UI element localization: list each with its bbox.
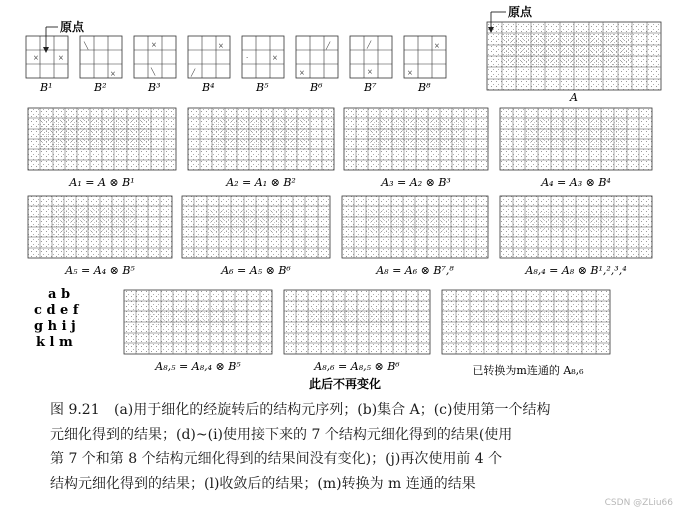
svg-text:╲: ╲ xyxy=(151,68,156,76)
caption-text-1: (a)用于细化的经旋转后的结构元序列；(b)集合 A；(c)使用第一个结构 xyxy=(114,402,551,418)
structuring-element-b5 xyxy=(242,36,284,94)
svg-text:×: × xyxy=(110,70,116,78)
label-b4: B⁴ xyxy=(202,81,215,94)
structuring-element-b4 xyxy=(188,36,230,94)
caption-line-2: 元细化得到的结果；(d)~(i)使用接下来的 7 个结构元细化得到的结果(使用 xyxy=(50,426,513,443)
label-a1: A₁ = A ⊗ B¹ xyxy=(69,176,135,189)
grid-a8 xyxy=(342,196,488,277)
label-a85: A₈,₅ = A₈,₄ ⊗ B⁵ xyxy=(155,360,241,373)
letters-row-1: a b xyxy=(48,287,71,302)
svg-text:×: × xyxy=(367,68,373,76)
svg-text:╲: ╲ xyxy=(84,42,89,50)
label-b1: B¹ xyxy=(40,81,53,94)
label-a6: A₆ = A₅ ⊗ B⁶ xyxy=(221,264,291,277)
svg-text:×: × xyxy=(434,42,440,50)
structuring-element-b7 xyxy=(350,36,392,94)
svg-text:╱: ╱ xyxy=(191,69,196,77)
origin-label-left: 原点 xyxy=(60,20,85,34)
grid-a85 xyxy=(124,290,272,373)
label-m-connected: 已转换为m连通的 A₈,₆ xyxy=(472,364,584,377)
origin-label-right: 原点 xyxy=(508,5,533,19)
label-a5: A₅ = A₄ ⊗ B⁵ xyxy=(65,264,135,277)
label-a: A xyxy=(570,91,578,104)
svg-text:×: × xyxy=(151,41,157,49)
label-a8: A₈ = A₆ ⊗ B⁷,⁸ xyxy=(376,264,454,277)
letters-row-2: c d e f xyxy=(34,303,79,318)
label-b5: B⁵ xyxy=(256,81,269,94)
grid-a3 xyxy=(344,108,488,189)
structuring-element-b1 xyxy=(26,36,68,94)
figure-number: 图 9.21 xyxy=(50,402,100,418)
label-a2: A₂ = A₁ ⊗ B² xyxy=(226,176,296,189)
grid-a84 xyxy=(500,196,652,277)
grid-a86-m-connected xyxy=(442,290,610,377)
grid-a6 xyxy=(182,196,330,277)
result-row-2 xyxy=(28,196,652,277)
svg-text:×: × xyxy=(218,42,224,50)
label-b6: B⁶ xyxy=(310,81,323,94)
svg-text:×: × xyxy=(272,54,278,62)
svg-text:×: × xyxy=(299,69,305,77)
svg-text:×: × xyxy=(407,69,413,77)
label-no-change: 此后不再变化 xyxy=(308,377,382,391)
neighbor-letter-legend xyxy=(34,287,80,350)
label-b2: B² xyxy=(94,81,107,94)
svg-text:×: × xyxy=(33,54,39,62)
svg-text:╱: ╱ xyxy=(367,41,372,49)
grid-a1 xyxy=(28,108,176,189)
svg-text:×: × xyxy=(58,54,64,62)
label-a84: A₈,₄ = A₈ ⊗ B¹,²,³,⁴ xyxy=(525,264,627,277)
label-b3: B³ xyxy=(148,81,161,94)
letters-row-3: g h i j xyxy=(34,319,76,334)
grid-a2 xyxy=(188,108,334,189)
figure-caption xyxy=(50,398,650,496)
structuring-element-b2 xyxy=(80,36,122,94)
label-b8: B⁸ xyxy=(418,81,431,94)
svg-text:·: · xyxy=(246,54,249,62)
grid-a86 xyxy=(284,290,430,373)
label-a86: A₈,₆ = A₈,₅ ⊗ B⁶ xyxy=(314,360,400,373)
result-row-3 xyxy=(124,290,610,391)
label-b7: B⁷ xyxy=(364,81,377,94)
letters-row-4: k l m xyxy=(36,335,73,350)
result-row-1 xyxy=(28,108,652,189)
grid-a4 xyxy=(500,108,652,189)
set-a xyxy=(487,4,661,104)
structuring-element-b3 xyxy=(134,36,176,94)
caption-line-1 xyxy=(50,398,650,423)
svg-text:╱: ╱ xyxy=(326,42,331,50)
grid-a5 xyxy=(28,196,172,277)
caption-line-4: 结构元细化得到的结果；(l)收敛后的结果；(m)转换为 m 连通的结果 xyxy=(50,475,476,492)
caption-line-3: 第 7 个和第 8 个结构元细化得到的结果间没有变化)；(j)再次使用前 4 个 xyxy=(50,451,503,467)
structuring-element-b8 xyxy=(404,36,446,94)
structuring-element-b6 xyxy=(296,36,338,94)
structuring-elements xyxy=(26,19,446,94)
label-a3: A₃ = A₂ ⊗ B³ xyxy=(381,176,451,189)
watermark: CSDN @ZLiu66 xyxy=(604,498,673,508)
label-a4: A₄ = A₃ ⊗ B⁴ xyxy=(541,176,611,189)
